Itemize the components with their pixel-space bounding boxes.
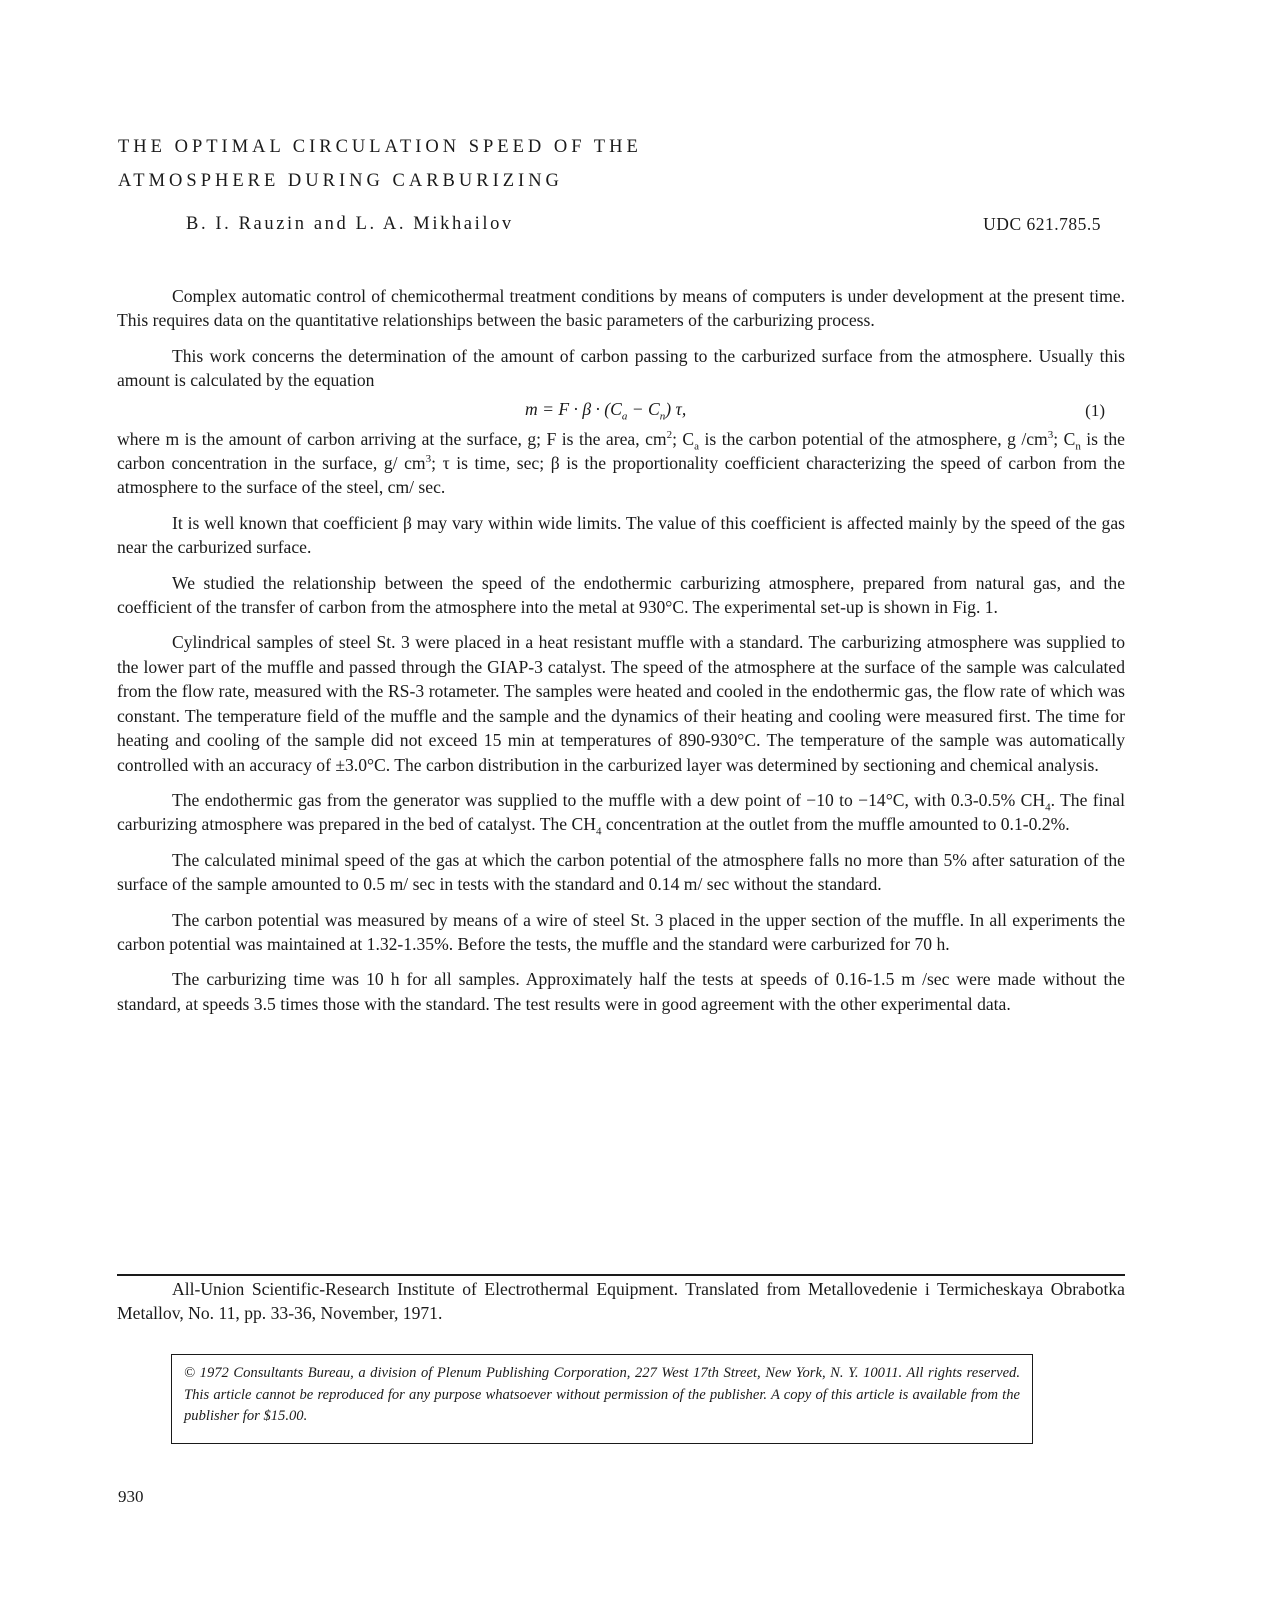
paragraph-7 [117, 788, 1125, 837]
equation-minus: − C [627, 398, 660, 419]
article-body [117, 284, 1125, 1027]
paragraph-8: The calculated minimal speed of the gas at which the carbon potential of the atmosphere falls no more than 5% after saturation of the surface of the sample amounted to 0.5 m/ sec in tests with the standard and 0.14 m/ sec without the standard. [117, 849, 1125, 895]
udc-code: UDC 621.785.5 [983, 214, 1101, 234]
equation-expression [525, 397, 686, 421]
equation-sub-a: a [621, 410, 628, 423]
p7-text-3: concentration at the outlet from the muffle amounted to 0.1-0.2%. [601, 814, 1070, 835]
equation-tail: ) τ, [665, 398, 687, 419]
p3-text-4: ; C [1053, 428, 1076, 449]
equation-1 [117, 397, 1125, 423]
paragraph-1: Complex automatic control of chemicothermal treatment conditions by means of computers is under development at the present time. This requires data on the quantitative relationships between the basic parameters of the carburizing process. [117, 286, 1125, 331]
p3-text-5: is the carbon concentration in the surface, g/ cm [117, 428, 1125, 474]
equation-lhs: m [525, 398, 538, 419]
authors: B. I. Rauzin and L. A. Mikhailov [186, 214, 514, 234]
footnote-divider [117, 1274, 1125, 1276]
p7-sub-4b: 4 [595, 825, 602, 838]
p7-text-2: . The final carburizing atmosphere was prepared in the bed of catalyst. The CH [117, 789, 1125, 835]
p7-sub-4a: 4 [1045, 801, 1051, 814]
equation-number: (1) [1085, 400, 1105, 420]
p3-text-6: ; τ is time, sec; β is the proportionality coefficient characterizing the speed of carbon from the atmosphere to the surface of the steel, cm/ sec. [117, 453, 1126, 498]
p3-sup-2: 2 [666, 428, 673, 441]
equation-rhs: = F · β · (C [537, 398, 622, 419]
paragraph-5: We studied the relationship between the speed of the endothermic carburizing atmosphere, prepared from natural gas, and the coefficient of the transfer of carbon from the atmosphere into the metal at 930°C. The experimental set-up is shown in Fig. 1. [117, 572, 1125, 618]
p3-sup-3a: 3 [1047, 428, 1054, 441]
p3-text-2: ; C [672, 428, 695, 449]
p7-text-1: The endothermic gas from the generator was supplied to the muffle with a dew point of −10 to −14°C, with 0.3-0.5% CH [172, 789, 1046, 810]
paragraph-9: The carbon potential was measured by means of a wire of steel St. 3 placed in the upper section of the muffle. In all experiments the carbon potential was maintained at 1.32-1.35%. Before the tests, the muffle and the standard were carburized for 70 h. [117, 909, 1125, 954]
paragraph-10: The carburizing time was 10 h for all samples. Approximately half the tests at speeds of 0.16-1.5 m /sec were made without the standard, at speeds 3.5 times those with the standard. The test results were in good agreement with the other experimental data. [117, 969, 1125, 1014]
paragraph-3 [117, 427, 1125, 500]
paragraph-4: It is well known that coefficient β may vary within wide limits. The value of this coefficient is affected mainly by the speed of the gas near the carburized surface. [117, 512, 1125, 558]
copyright-notice-box: © 1972 Consultants Bureau, a division of Plenum Publishing Corporation, 227 West 17th Street, New York, N. Y. 10011. All rights reserved. This article cannot be reproduced for any purpose whatsoever without permission of the publisher. A copy of this article is available from the publisher for $15.00. [171, 1354, 1033, 1444]
p3-sup-3b: 3 [425, 453, 432, 466]
page-number: 930 [118, 1487, 144, 1506]
title-line-1: THE OPTIMAL CIRCULATION SPEED OF THE [118, 137, 642, 157]
paragraph-2: This work concerns the determination of the amount of carbon passing to the carburized surface from the atmosphere. Usually this amount is calculated by the equation [117, 345, 1125, 391]
paragraph-6: Cylindrical samples of steel St. 3 were placed in a heat resistant muffle with a standard. The carburizing atmosphere was supplied to the lower part of the muffle and passed through the GIAP-3 catalyst. The speed of the atmosphere at the surface of the sample was calculated from the flow rate, measured with the RS-3 rotameter. The samples were heated and cooled in the endothermic gas, the flow rate of which was constant. The temperature field of the muffle and the sample and the dynamics of their heating and cooling were measured first. The time for heating and cooling of the sample did not exceed 15 min at temperatures of 890-930°C. The temperature of the sample was automatically controlled with an accuracy of ±3.0°C. The carbon distribution in the carburized layer was determined by sectioning and chemical analysis. [117, 632, 1125, 775]
affiliation-footnote: All-Union Scientific-Research Institute of Electrothermal Equipment. Translated from Metallovedenie i Termicheskaya Obrabotka Metallov, No. 11, pp. 33-36, November, 1971. [117, 1279, 1125, 1324]
p3-text-3: is the carbon potential of the atmosphere, g /cm [699, 428, 1048, 449]
p3-sub-a: a [694, 440, 700, 453]
p3-text-1: where m is the amount of carbon arriving at the surface, g; F is the area, cm [117, 428, 667, 449]
p3-sub-n: n [1075, 440, 1081, 453]
article-title [118, 130, 642, 198]
title-line-2: ATMOSPHERE DURING CARBURIZING [118, 171, 563, 191]
equation-sub-n: n [659, 410, 666, 423]
